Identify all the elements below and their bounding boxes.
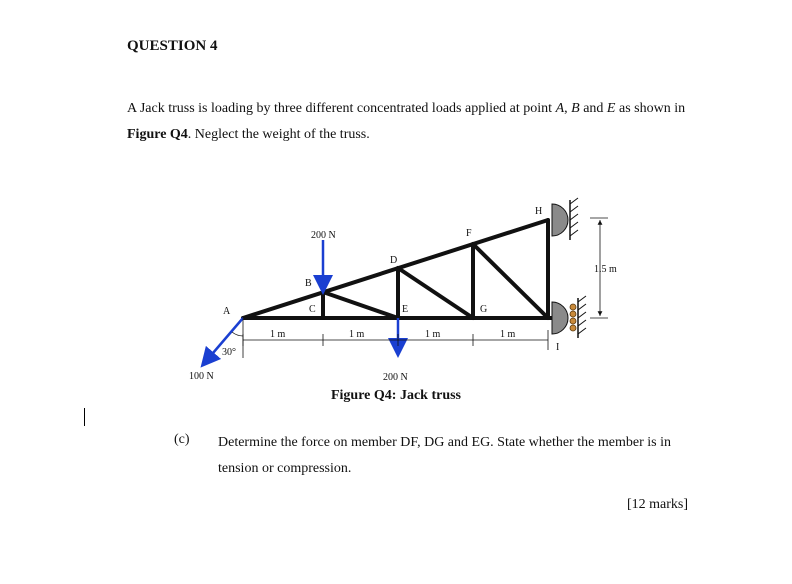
intro-text-2: as shown in: [615, 101, 686, 116]
support-i: [552, 296, 586, 338]
span-label-4: 1 m: [500, 329, 516, 340]
member-be: [323, 292, 398, 318]
intro-sep-1: ,: [564, 101, 572, 116]
marks-label: [12 marks]: [626, 497, 688, 512]
angle-label: 30°: [222, 347, 236, 358]
node-label-a: A: [223, 306, 231, 317]
height-label: 1.5 m: [594, 264, 617, 275]
span-label-2: 1 m: [349, 329, 365, 340]
member-top-chord: [243, 220, 548, 318]
node-label-e: E: [402, 304, 409, 315]
intro-text-1: A Jack truss is loading by three different concentrated loads applied at point: [127, 101, 556, 116]
figure-caption: Figure Q4: Jack truss: [330, 388, 461, 403]
intro-point-e: E: [606, 101, 616, 116]
question-heading: QUESTION 4: [127, 38, 218, 54]
intro-point-b: B: [571, 101, 580, 116]
node-label-d: D: [390, 255, 398, 266]
intro-sep-2: and: [579, 101, 607, 116]
intro-figure-ref: Figure Q4: [127, 127, 188, 142]
part-label: (c): [174, 432, 190, 447]
node-label-h: H: [535, 206, 543, 217]
load-label-b: 200 N: [311, 230, 336, 241]
load-label-e: 200 N: [383, 372, 408, 383]
node-label-b: B: [305, 278, 312, 289]
text-cursor: [84, 408, 85, 426]
load-label-a: 100 N: [189, 371, 214, 382]
support-h: [552, 198, 578, 240]
node-label-c: C: [309, 304, 316, 315]
intro-point-a: A: [555, 101, 565, 116]
node-label-g: G: [480, 304, 488, 315]
span-label-1: 1 m: [270, 329, 286, 340]
span-label-3: 1 m: [425, 329, 441, 340]
member-dg: [398, 268, 473, 318]
node-label-i: I: [556, 342, 560, 353]
node-label-f: F: [466, 228, 472, 239]
question-intro: [127, 96, 687, 148]
truss-members: [243, 220, 556, 318]
intro-text-3: . Neglect the weight of the truss.: [187, 127, 370, 142]
truss-figure: [0, 190, 792, 395]
truss-diagram: [0, 190, 792, 390]
part-text: Determine the force on member DF, DG and EG. State whether the member is in tension or compression.: [218, 435, 671, 476]
